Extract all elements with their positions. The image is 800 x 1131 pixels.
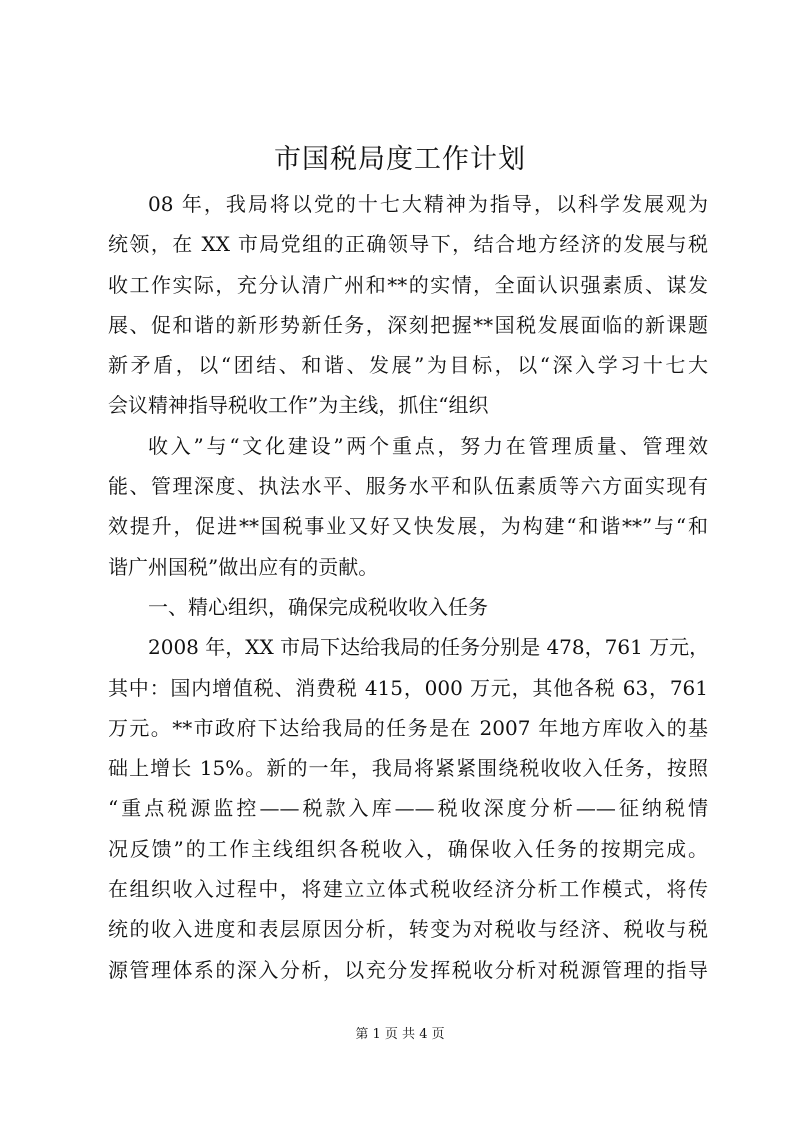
body-line: 况反馈”的工作主线组织各税收入，确保收入任务的按期完成。 <box>108 836 708 861</box>
body-line: 万元。**市政府下达给我局的任务是在 2007 年地方库收入的基 <box>108 715 708 740</box>
body-line: 源管理体系的深入分析，以充分发挥税收分析对税源管理的指导 <box>108 957 708 982</box>
body-line: 2008 年，XX 市局下达给我局的任务分别是 478，761 万元， <box>148 635 710 660</box>
body-line: 础上增长 15%。新的一年，我局将紧紧围绕税收收入任务，按照 <box>108 756 708 781</box>
section-heading: 一、精心组织，确保完成税收收入任务 <box>148 594 488 619</box>
document-body <box>108 184 708 990</box>
body-line: 在组织收入过程中，将建立立体式税收经济分析工作模式，将传 <box>108 877 708 902</box>
body-line: 效提升，促进**国税事业又好又快发展，为构建“和谐**”与“和 <box>108 514 708 539</box>
body-line: 收工作实际，充分认清广州和**的实情，全面认识强素质、谋发 <box>108 272 708 297</box>
body-line: 统领，在 XX 市局党组的正确领导下，结合地方经济的发展与税 <box>108 232 708 257</box>
document-title: 市国税局度工作计划 <box>274 144 526 175</box>
page-number: 第 1 页 共 4 页 <box>355 1027 445 1042</box>
body-line: 统的收入进度和表层原因分析，转变为对税收与经济、税收与税 <box>108 917 708 942</box>
body-line: 会议精神指导税收工作”为主线，抓住“组织 <box>108 393 489 418</box>
body-line: 新矛盾，以“团结、和谐、发展”为目标，以“深入学习十七大 <box>108 353 708 378</box>
body-line: 其中：国内增值税、消费税 415，000 万元，其他各税 63，761 <box>108 675 708 700</box>
body-line: 谐广州国税”做出应有的贡献。 <box>108 554 379 579</box>
body-line: 能、管理深度、执法水平、服务水平和队伍素质等六方面实现有 <box>108 474 708 499</box>
body-line: 展、促和谐的新形势新任务，深刻把握**国税发展面临的新课题 <box>108 312 708 337</box>
body-line: 08 年，我局将以党的十七大精神为指导，以科学发展观为 <box>148 192 708 216</box>
body-line: “重点税源监控——税款入库——税收深度分析——征纳税情 <box>108 796 708 821</box>
body-line: 收入”与“文化建设”两个重点，努力在管理质量、管理效 <box>148 433 708 458</box>
